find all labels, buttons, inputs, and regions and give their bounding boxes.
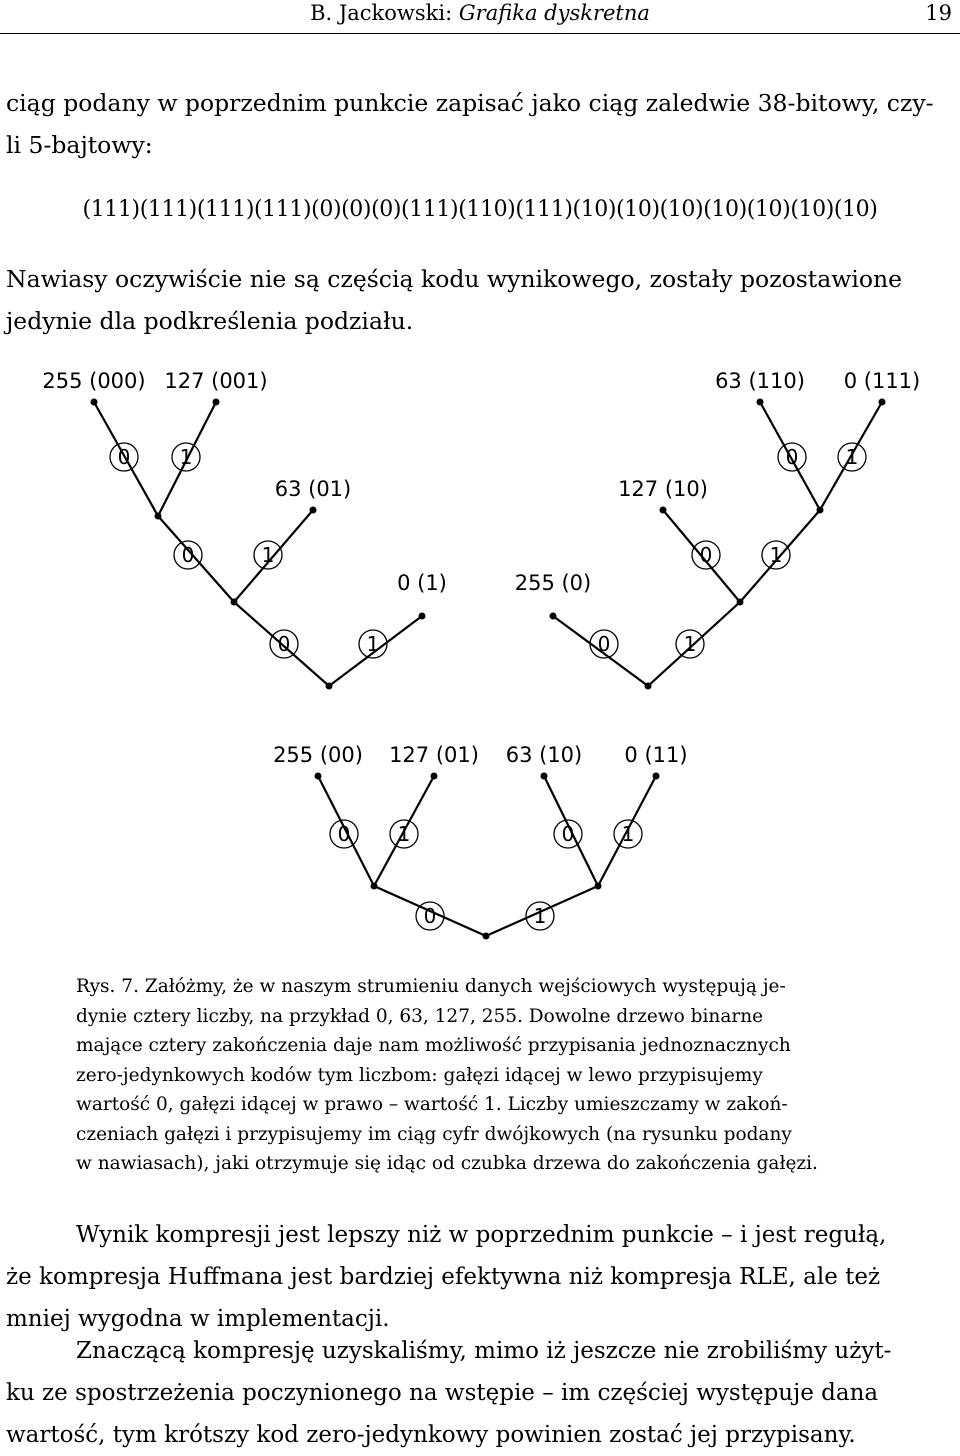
trees-svg [0,350,960,970]
node-dot [155,513,162,520]
caption-line: dynie cztery liczby, na przykład 0, 63, 127, 255. Dowolne drzewo binarne [76,1005,764,1027]
svg-text:0: 0 [423,904,437,928]
intro-paragraph [6,82,954,166]
note-line-1: Nawiasy oczywiście nie są częścią kodu wynikowego, zostały pozostawione [6,265,903,293]
caption-line: czeniach gałęzi i przypisujemy im ciąg cyfr dwójkowych (na rysunku podany [76,1123,792,1145]
tree1-leaf-label: 0 (1) [397,571,447,595]
svg-text:1: 1 [397,822,411,846]
node-dot [660,507,667,514]
node-dot [419,613,426,620]
conclusion-line: że kompresja Huffmana jest bardziej efektywna niż kompresja RLE, ale też [6,1264,881,1290]
bit-label-0 [110,443,138,471]
tree-edges [94,402,882,936]
bit-label-0 [270,630,298,658]
tree2-leaf-label: 127 (10) [618,477,708,501]
bit-label-0 [692,541,720,569]
svg-text:1: 1 [533,904,547,928]
caption-line: zero-jedynkowych kodów tym liczbom: gałęzi idącej w lewo przypisujemy [76,1064,763,1086]
tree3-leaf-label: 63 (10) [505,743,583,767]
bit-label-1 [172,443,200,471]
bit-label-1 [762,541,790,569]
code-sequence: (111)(111)(111)(111)(0)(0)(0)(111)(110)(111)(10)(10)(10)(10)(10)(10)(10) [82,197,878,222]
svg-text:0: 0 [181,543,195,567]
node-dot [541,773,548,780]
bit-label-1 [676,630,704,658]
bit-label-1 [614,820,642,848]
tree3-leaf-label: 127 (01) [389,743,479,767]
caption-line: wartość 0, gałęzi idącej w prawo – wartość 1. Liczby umieszczamy w zakoń- [76,1094,788,1115]
tree1-leaf-label: 255 (000) [42,369,146,393]
svg-text:0: 0 [277,632,291,656]
conclusion-line: mniej wygodna w implementacji. [6,1306,390,1332]
final-line: wartość, tym krótszy kod zero-jedynkowy powinien zostać jej przypisany. [6,1422,856,1448]
svg-text:1: 1 [179,445,193,469]
conclusion-line: Wynik kompresji jest lepszy niż w poprzednim punkcie – i jest regułą, [76,1222,887,1248]
node-dot [550,613,557,620]
tree2-leaf-label: 255 (0) [514,571,592,595]
node-dot [595,883,602,890]
node-dot [91,399,98,406]
node-dot [310,507,317,514]
bit-label-0 [590,630,618,658]
caption-line: mające cztery zakończenia daje nam możliwość przypisania jednoznacznych [76,1035,791,1056]
tree1-leaf-label: 127 (001) [164,369,268,393]
node-dot [371,883,378,890]
node-dot [645,683,652,690]
header-title [0,0,960,26]
page-number: 19 [925,1,952,25]
bit-label-0 [778,443,806,471]
bit-label-1 [254,541,282,569]
node-dot [879,399,886,406]
svg-text:1: 1 [261,543,275,567]
intro-line-1: ciąg podany w poprzednim punkcie zapisać jako ciąg zaledwie 38-bitowy, czy- [6,89,934,117]
node-dot [817,507,824,514]
bit-label-1 [838,443,866,471]
tree3-leaf-label: 0 (11) [624,743,688,767]
tree3-leaf-label: 255 (00) [273,743,363,767]
caption-line: w nawiasach), jaki otrzymuje się idąc od czubka drzewa do zakończenia gałęzi. [76,1153,818,1174]
note-paragraph [6,258,954,342]
svg-text:0: 0 [699,543,713,567]
node-dot [431,773,438,780]
svg-text:1: 1 [683,632,697,656]
svg-text:1: 1 [769,543,783,567]
node-dot [231,599,238,606]
node-dot [326,683,333,690]
svg-text:0: 0 [785,445,799,469]
tree1-edge [158,516,234,602]
node-dot [653,773,660,780]
bit-label-1 [390,820,418,848]
svg-text:0: 0 [597,632,611,656]
header-book-title: Grafika dyskretna [458,1,650,25]
tree2-leaf-label: 63 (110) [715,369,805,393]
huffman-trees-figure [0,350,960,970]
tree2-leaf-label: 0 (111) [843,369,921,393]
svg-text:1: 1 [366,632,380,656]
header-rule [0,33,960,34]
bit-label-1 [359,630,387,658]
branch-bit-labels [110,443,866,930]
header-author: B. Jackowski: [310,1,459,25]
svg-text:1: 1 [845,445,859,469]
final-paragraph [6,1330,954,1456]
leaf-labels [42,369,920,767]
tree1-leaf-label: 63 (01) [274,477,352,501]
bit-label-0 [554,820,582,848]
conclusion-paragraph [6,1214,954,1340]
figure-caption [76,972,888,1179]
final-line: Znaczącą kompresję uzyskaliśmy, mimo iż jeszcze nie zrobiliśmy użyt- [76,1338,892,1364]
svg-text:0: 0 [337,822,351,846]
node-dot [213,399,220,406]
node-dot [737,599,744,606]
caption-line: Rys. 7. Załóżmy, że w naszym strumieniu danych wejściowych występują je- [76,976,786,997]
note-line-2: jedynie dla podkreślenia podziału. [6,307,414,335]
svg-text:0: 0 [561,822,575,846]
svg-text:1: 1 [621,822,635,846]
svg-text:0: 0 [117,445,131,469]
final-line: ku ze spostrzeżenia poczynionego na wstępie – im częściej występuje dana [6,1380,879,1406]
node-dot [315,773,322,780]
intro-line-2: li 5-bajtowy: [6,131,153,159]
running-header [0,0,960,36]
node-dot [757,399,764,406]
node-dot [483,933,490,940]
bit-label-0 [174,541,202,569]
tree-dots [91,399,886,940]
bit-label-0 [330,820,358,848]
